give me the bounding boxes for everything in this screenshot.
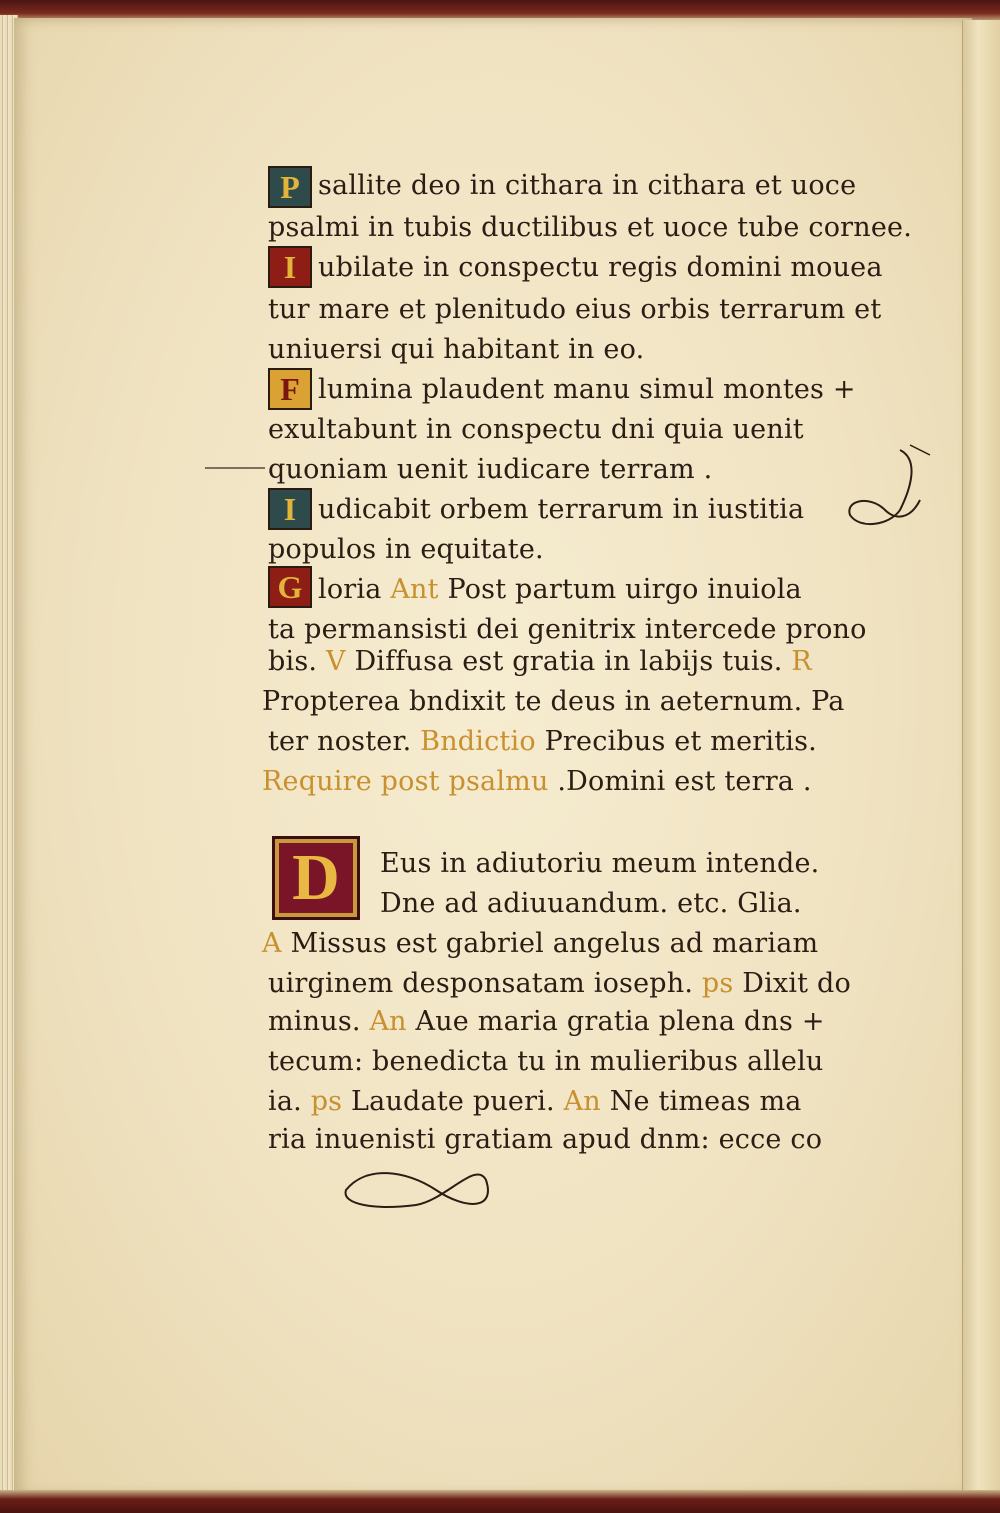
text-segment: Missus est gabriel angelus ad mariam: [281, 928, 819, 959]
rubric-text: Require post psalmu: [262, 766, 549, 797]
text-line: [268, 1086, 802, 1126]
rubric-text: An: [369, 1006, 407, 1037]
text-segment: uirginem desponsatam ioseph.: [268, 968, 702, 999]
initial-i-2: I: [268, 488, 312, 530]
text-segment: Dixit do: [733, 968, 851, 999]
text-line: sallite deo in cithara in cithara et uoce: [318, 170, 857, 201]
text-line: [268, 1006, 825, 1046]
margin-line: [200, 458, 270, 478]
margin-flourish: [840, 440, 940, 540]
text-segment: .Domini est terra .: [548, 766, 812, 797]
initial-f: F: [268, 368, 312, 410]
text-segment: Laudate pueri.: [342, 1086, 564, 1117]
text-line: Propterea bndixit te deus in aeternum. Pa: [262, 686, 845, 717]
text-segment: bis.: [268, 646, 326, 677]
rubric-text: Bndictio: [420, 726, 536, 757]
text-line: Eus in adiutoriu meum intende.: [380, 848, 820, 879]
text-segment: Aue maria gratia plena dns +: [406, 1006, 825, 1037]
text-line: lumina plaudent manu simul montes +: [318, 374, 856, 405]
text-line: ta permansisti dei genitrix intercede prono: [268, 614, 867, 645]
illuminated-initial-d: D: [272, 836, 360, 920]
text-line: exultabunt in conspectu dni quia uenit: [268, 414, 804, 445]
text-line: populos in equitate.: [268, 534, 544, 565]
rubric-text: V: [325, 646, 346, 677]
text-line: [262, 928, 818, 968]
rubric-text: Ant: [390, 574, 439, 605]
text-line: ria inuenisti gratiam apud dnm: ecce co: [268, 1124, 823, 1155]
text-segment: Ne timeas ma: [600, 1086, 802, 1117]
text-line: tur mare et plenitudo eius orbis terrarum et: [268, 294, 882, 325]
text-line: [268, 726, 817, 766]
rubric-text: ps: [701, 968, 734, 999]
catchword-flourish: [336, 1160, 506, 1220]
initial-g: G: [268, 566, 312, 608]
text-segment: Diffusa est gratia in labijs tuis.: [345, 646, 792, 677]
initial-i-1: I: [268, 246, 312, 288]
text-segment: Precibus et meritis.: [535, 726, 817, 757]
rubric-text: ps: [310, 1086, 343, 1117]
rubric-text: An: [563, 1086, 601, 1117]
text-line: [318, 574, 802, 614]
rubric-text: A: [262, 928, 282, 959]
text-line: Dne ad adiuuandum. etc. Glia.: [380, 888, 802, 919]
initial-p: P: [268, 166, 312, 208]
text-line: [262, 766, 812, 806]
text-line: uniuersi qui habitant in eo.: [268, 334, 645, 365]
text-line: udicabit orbem terrarum in iustitia: [318, 494, 805, 525]
text-line: [268, 968, 851, 1008]
text-segment: ia.: [268, 1086, 311, 1117]
text-segment: minus.: [268, 1006, 370, 1037]
text-segment: ter noster.: [268, 726, 421, 757]
text-segment: loria: [318, 574, 391, 605]
text-line: quoniam uenit iudicare terram .: [268, 454, 713, 485]
text-line: tecum: benedicta tu in mulieribus allelu: [268, 1046, 824, 1077]
page-edge-right: [962, 20, 1000, 1500]
rubric-text: R: [791, 646, 812, 677]
text-segment: Post partum uirgo inuiola: [438, 574, 802, 605]
text-line: [268, 646, 812, 686]
text-line: psalmi in tubis ductilibus et uoce tube cornee.: [268, 212, 912, 243]
binding-bottom-edge: [0, 1490, 1000, 1513]
text-line: ubilate in conspectu regis domini moueа: [318, 252, 883, 283]
